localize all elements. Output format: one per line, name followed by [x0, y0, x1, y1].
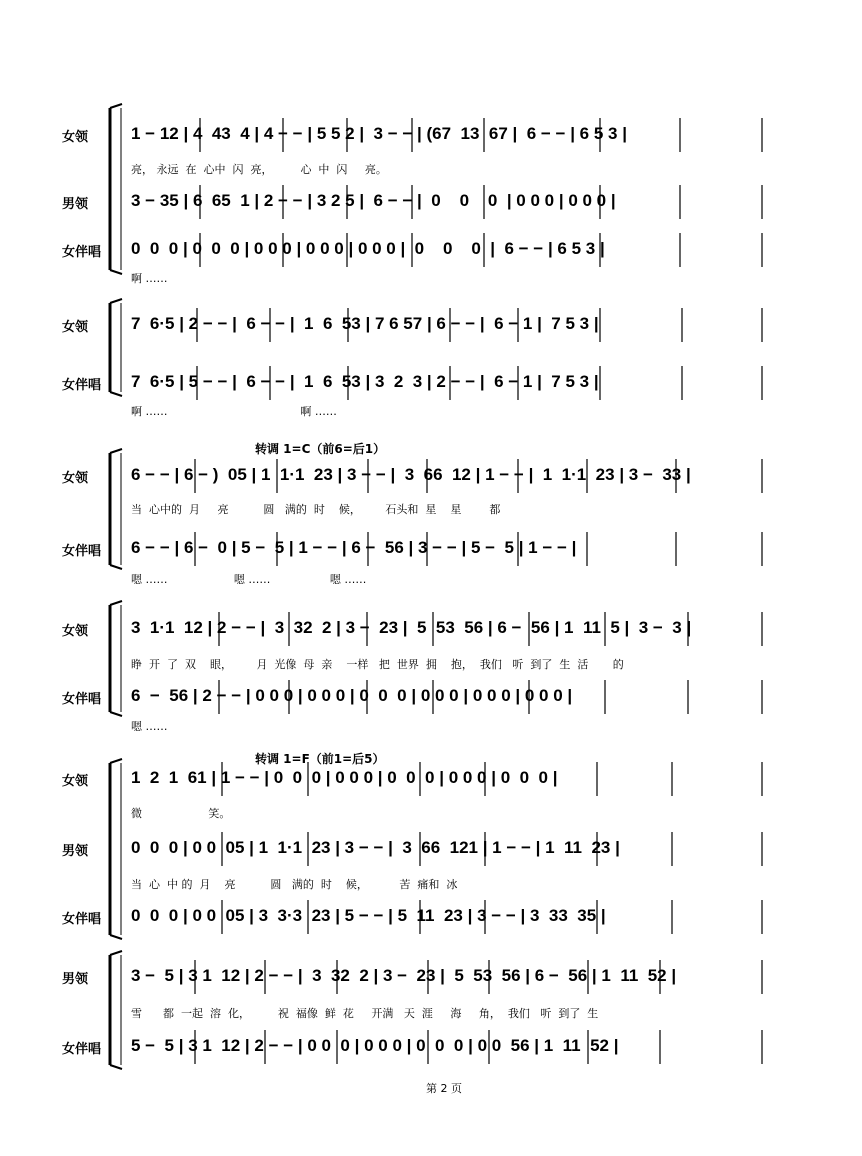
notation-line: 6 − − | 6 − 0 | 5 − 5 | 1 − − | 6 − 56 | 3 − − | 5 − 5 | 1 − − |	[131, 538, 577, 557]
bracket-hook-bottom	[110, 935, 122, 939]
lyrics-line: 当 心 中 的 月 亮 圆 满的 时 候， 苦 痛和 冰	[131, 878, 458, 891]
part-label: 女领	[62, 320, 89, 335]
part-label: 女伴唱	[62, 1042, 102, 1057]
bracket-hook-top	[110, 951, 122, 955]
part-label: 女领	[62, 130, 89, 145]
part-label: 女伴唱	[62, 245, 102, 260]
lyrics-line: 嗯 …… 嗯 …… 嗯 ……	[131, 573, 367, 586]
notation-line: 3 − 35 | 6 65 1 | 2 − − | 3 2 5 | 6 − − | 0 0 0 | 0 0 0 | 0 0 0 |	[131, 191, 616, 210]
lyrics-line: 睁 开 了 双 眼， 月 光像 母 亲 一样 把 世界 拥 抱， 我们 听 到了 生 活 的	[131, 658, 624, 671]
bracket-hook-bottom	[110, 392, 122, 396]
notation-line: 7 6·5 | 5 − − | 6 − − | 1 6 53 | 3 2 3 | 2 − − | 6 − 1 | 7 5 3 |	[131, 372, 599, 391]
notation-line: 3 1·1 12 | 2 − − | 3 32 2 | 3 − 23 | 5 53 56 | 6 − 56 | 1 11 5 | 3 − 3 |	[131, 618, 692, 637]
bracket-hook-bottom	[110, 270, 122, 274]
bracket-hook-top	[110, 299, 122, 303]
part-label: 女伴唱	[62, 378, 102, 393]
notation-line: 0 0 0 | 0 0 0 | 0 0 0 | 0 0 0 | 0 0 0 | 0 0 0 | 6 − − | 6 5 3 |	[131, 239, 605, 258]
part-label: 女伴唱	[62, 692, 102, 707]
bracket-hook-top	[110, 104, 122, 108]
bracket-hook-top	[110, 449, 122, 453]
bracket-hook-top	[110, 601, 122, 605]
notation-line: 0 0 0 | 0 0 05 | 1 1·1 23 | 3 − − | 3 66 121 | 1 − − | 1 11 23 |	[131, 838, 620, 857]
notation-line: 1 − 12 | 4 43 4 | 4 − − | 5 5 2 | 3 − − | (67 13 67 | 6 − − | 6 5 3 |	[131, 124, 627, 143]
notation-line: 0 0 0 | 0 0 05 | 3 3·3 23 | 5 − − | 5 11 23 | 3 − − | 3 33 35 |	[131, 906, 606, 925]
bracket-hook-bottom	[110, 712, 122, 716]
notation-line: 7 6·5 | 2 − − | 6 − − | 1 6 53 | 7 6 57 | 6 − − | 6 − 1 | 7 5 3 |	[131, 314, 599, 333]
notation-line: 6 − 56 | 2 − − | 0 0 0 | 0 0 0 | 0 0 0 | 0 0 0 | 0 0 0 | 0 0 0 |	[131, 686, 573, 705]
lyrics-line: 嗯 ……	[131, 720, 168, 733]
bracket-hook-top	[110, 759, 122, 763]
part-label: 女领	[62, 774, 89, 789]
bracket-hook-bottom	[110, 565, 122, 569]
part-label: 男领	[62, 197, 89, 212]
lyrics-line: 啊 …… 啊 ……	[131, 405, 337, 418]
notation-line: 1 2 1 61 | 1 − − | 0 0 0 | 0 0 0 | 0 0 0 | 0 0 0 | 0 0 0 |	[131, 768, 558, 787]
part-label: 男领	[62, 844, 89, 859]
lyrics-line: 微 笑。	[131, 807, 231, 820]
part-label: 女伴唱	[62, 544, 102, 559]
notation-line: 6 − − | 6 − ) 05 | 1 1·1 23 | 3 − − | 3 66 12 | 1 − − | 1 1·1 23 | 3 − 33 |	[131, 465, 691, 484]
notation-line: 5 − 5 | 3 1 12 | 2 − − | 0 0 0 | 0 0 0 | 0 0 0 | 0 0 56 | 1 11 52 |	[131, 1036, 619, 1055]
key-change-label: 转调 1=F（前1=后5）	[255, 752, 385, 766]
notation-line: 3 − 5 | 3 1 12 | 2 − − | 3 32 2 | 3 − 23 | 5 53 56 | 6 − 56 | 1 11 52 |	[131, 966, 677, 985]
key-change-label: 转调 1=C（前6=后1）	[255, 442, 386, 456]
lyrics-line: 雪 都 一起 溶 化， 祝 福像 鲜 花 开满 天 涯 海 角， 我们 听 到了 生	[131, 1007, 599, 1020]
page-number: 第 2 页	[426, 1082, 462, 1095]
part-label: 女领	[62, 624, 89, 639]
part-label: 男领	[62, 972, 89, 987]
bracket-hook-bottom	[110, 1065, 122, 1069]
lyrics-line: 啊 ……	[131, 272, 168, 285]
part-label: 女领	[62, 471, 89, 486]
part-label: 女伴唱	[62, 912, 102, 927]
lyrics-line: 当 心中的 月 亮 圆 满的 时 候， 石头和 星 星 都	[131, 503, 501, 516]
lyrics-line: 亮， 永远 在 心中 闪 亮， 心 中 闪 亮。	[131, 163, 387, 176]
